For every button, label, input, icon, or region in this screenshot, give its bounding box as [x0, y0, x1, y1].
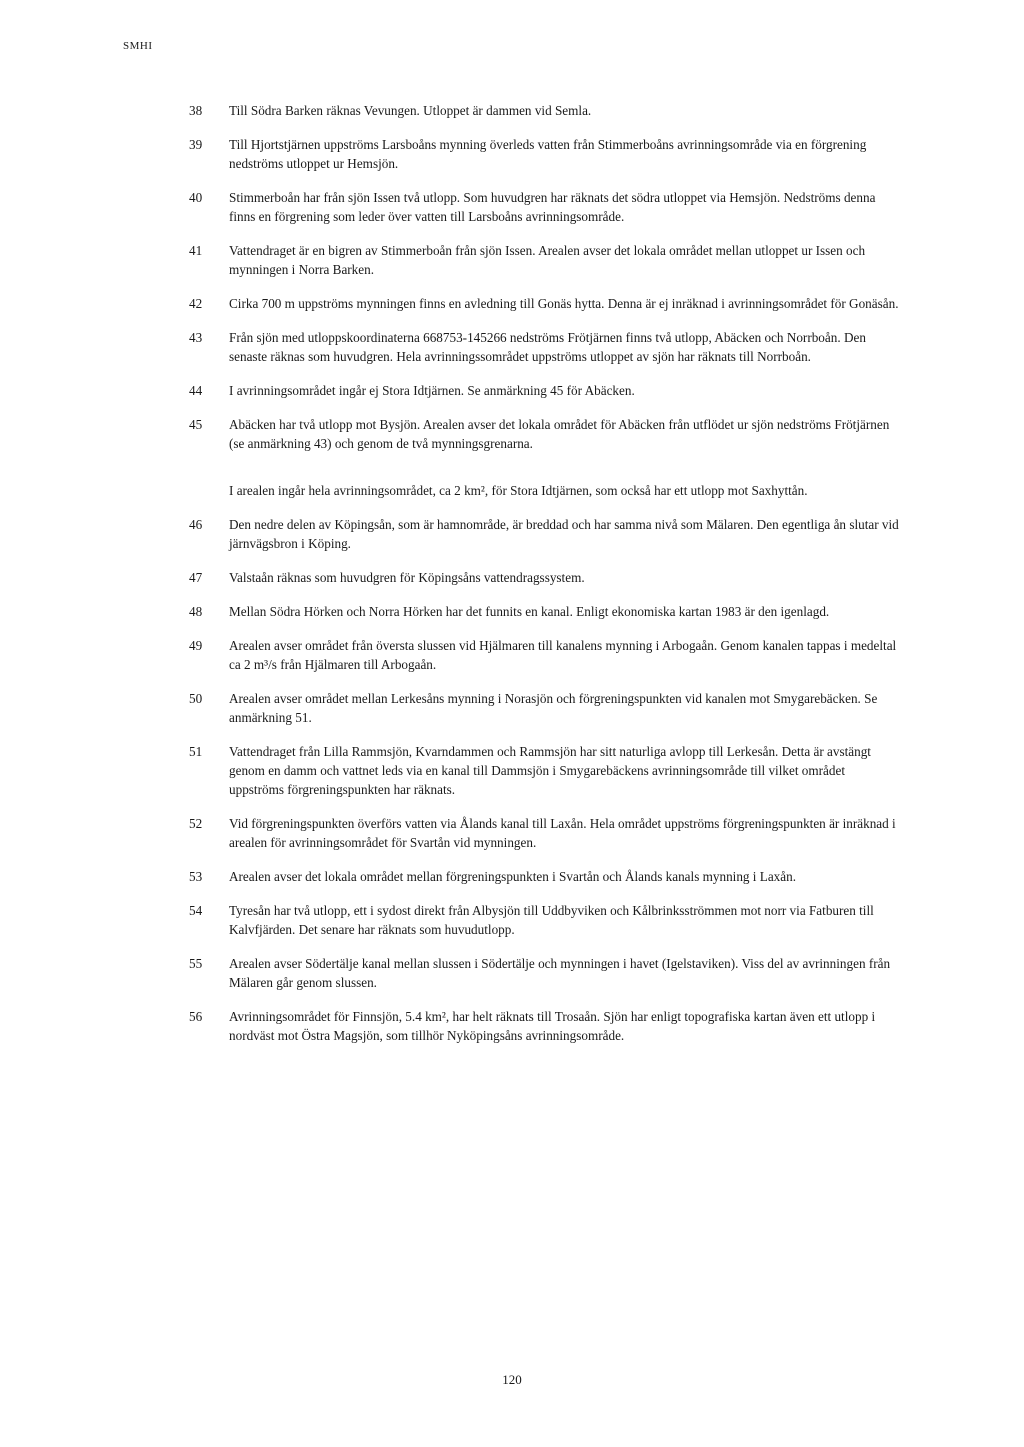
- notes-list: [189, 101, 901, 1060]
- note-body: [229, 101, 901, 120]
- note-item: [189, 188, 901, 226]
- note-body: [229, 602, 901, 621]
- note-text: Arealen avser det lokala området mellan förgreningspunkten i Svartån och Ålands kanals mynning i Laxån.: [229, 869, 797, 884]
- note-number: 52: [189, 816, 203, 831]
- note-body: [229, 901, 901, 939]
- note-number: 43: [189, 330, 203, 345]
- note-text: Vattendraget från Lilla Rammsjön, Kvarndammen och Rammsjön har sitt naturliga avlopp till Lerkesån. Detta är avstängt genom en damm och vattnet leds via en kanal till Dammsjön i Smygarebäckens avrinningsområde till vilket området uppströms förgreningspunkten har räknats.: [229, 744, 871, 797]
- note-text: Till Hjortstjärnen uppströms Larsboåns mynning överleds vatten från Stimmerboåns avrinningsområde via en förgrening nedströms utloppet ur Hemsjön.: [229, 137, 867, 171]
- note-item: [189, 954, 901, 992]
- note-body: [229, 415, 901, 500]
- note-number: 44: [189, 383, 203, 398]
- note-item: [189, 241, 901, 279]
- note-number: 49: [189, 638, 203, 653]
- note-number: 39: [189, 137, 203, 152]
- note-number: 51: [189, 744, 203, 759]
- note-number: 56: [189, 1009, 203, 1024]
- note-body: [229, 814, 901, 852]
- note-body: [229, 689, 901, 727]
- note-text: Cirka 700 m uppströms mynningen finns en avledning till Gonäs hytta. Denna är ej inräknad i avrinningsområdet för Gonäsån.: [229, 296, 899, 311]
- note-number: 55: [189, 956, 203, 971]
- note-text: Arealen avser Södertälje kanal mellan slussen i Södertälje och mynningen i havet (Igelstaviken). Viss del av avrinningen från Mälaren går genom slussen.: [229, 956, 891, 990]
- note-number: 47: [189, 570, 203, 585]
- note-body: [229, 515, 901, 553]
- note-item: [189, 867, 901, 886]
- note-item: [189, 101, 901, 120]
- note-body: [229, 742, 901, 799]
- note-number: 46: [189, 517, 203, 532]
- note-item: [189, 814, 901, 852]
- note-body: [229, 188, 901, 226]
- note-number: 45: [189, 417, 203, 432]
- note-body: [229, 568, 901, 587]
- note-text: Arealen avser området mellan Lerkesåns mynning i Norasjön och förgreningspunkten vid kanalen mot Smygarebäcken. Se anmärkning 51.: [229, 691, 878, 725]
- note-text: Tyresån har två utlopp, ett i sydost direkt från Albysjön till Uddbyviken och Kålbrinksströmmen mot norr via Fatburen till Kalvfjärden. Det senare har räknats som huvudutlopp.: [229, 903, 874, 937]
- note-number: 54: [189, 903, 203, 918]
- note-text: Stimmerboån har från sjön Issen två utlopp. Som huvudgren har räknats det södra utloppet via Hemsjön. Nedströms denna finns en förgrening som leder över vatten till Larsboåns avrinningsområde.: [229, 190, 876, 224]
- note-number: 40: [189, 190, 203, 205]
- note-number: 42: [189, 296, 203, 311]
- note-text: Abäcken har två utlopp mot Bysjön. Arealen avser det lokala området för Abäcken från utflödet ur sjön nedströms Frötjärnen (se anmärkning 43) och genom de två mynningsgrenarna.: [229, 417, 890, 451]
- note-text: Vattendraget är en bigren av Stimmerboån från sjön Issen. Arealen avser det lokala området mellan utloppet ur Issen och mynningen i Norra Barken.: [229, 243, 866, 277]
- note-item: [189, 689, 901, 727]
- note-text: I arealen ingår hela avrinningsområdet, ca 2 km², för Stora Idtjärnen, som också har ett utlopp mot Saxhyttån.: [229, 483, 808, 498]
- note-number: 50: [189, 691, 203, 706]
- note-number: 48: [189, 604, 203, 619]
- note-number: 53: [189, 869, 203, 884]
- note-item: [189, 415, 901, 500]
- page-number: 120: [502, 1372, 522, 1387]
- note-body: [229, 135, 901, 173]
- note-text: Vid förgreningspunkten överförs vatten via Ålands kanal till Laxån. Hela området uppströms förgreningspunkten är inräknad i arealen för avrinningsområdet för Svartån vid mynningen.: [229, 816, 896, 850]
- note-text: Till Södra Barken räknas Vevungen. Utloppet är dammen vid Semla.: [229, 103, 592, 118]
- note-item: [189, 636, 901, 674]
- note-item: [189, 742, 901, 799]
- note-item: [189, 515, 901, 553]
- note-item: [189, 328, 901, 366]
- note-body: [229, 294, 901, 313]
- note-text: Valstaån räknas som huvudgren för Köpingsåns vattendragssystem.: [229, 570, 585, 585]
- note-item: [189, 568, 901, 587]
- note-body: [229, 328, 901, 366]
- header-text: SMHI: [123, 40, 153, 52]
- note-text: Från sjön med utloppskoordinaterna 668753-145266 nedströms Frötjärnen finns två utlopp, Abäcken och Norrboån. Den senaste räknas som huvudgren. Hela avrinningssområdet uppströms utloppet av sjön har räknats till Norrboån.: [229, 330, 866, 364]
- note-number: 41: [189, 243, 203, 258]
- note-body: [229, 1007, 901, 1045]
- note-body: [229, 636, 901, 674]
- note-item: [189, 294, 901, 313]
- note-item: [189, 1007, 901, 1045]
- note-text: Mellan Södra Hörken och Norra Hörken har det funnits en kanal. Enligt ekonomiska kartan 1983 är den igenlagd.: [229, 604, 830, 619]
- note-body: [229, 867, 901, 886]
- note-text: Den nedre delen av Köpingsån, som är hamnområde, är breddad och har samma nivå som Mälaren. Den egentliga ån slutar vid järnvägsbron i Köping.: [229, 517, 899, 551]
- note-body: [229, 381, 901, 400]
- note-item: [189, 602, 901, 621]
- note-number: 38: [189, 103, 203, 118]
- note-text: Arealen avser området från översta slussen vid Hjälmaren till kanalens mynning i Arbogaån. Genom kanalen tappas i medeltal ca 2 m³/s från Hjälmaren till Arbogaån.: [229, 638, 897, 672]
- note-body: [229, 241, 901, 279]
- note-item: [189, 135, 901, 173]
- note-body: [229, 954, 901, 992]
- note-text: I avrinningsområdet ingår ej Stora Idtjärnen. Se anmärkning 45 för Abäcken.: [229, 383, 635, 398]
- note-item: [189, 901, 901, 939]
- note-item: [189, 381, 901, 400]
- note-text: Avrinningsområdet för Finnsjön, 5.4 km², har helt räknats till Trosaån. Sjön har enligt topografiska kartan även ett utlopp i nordväst mot Östra Magsjön, som tillhör Nyköpingsåns avrinningsområde.: [229, 1009, 876, 1043]
